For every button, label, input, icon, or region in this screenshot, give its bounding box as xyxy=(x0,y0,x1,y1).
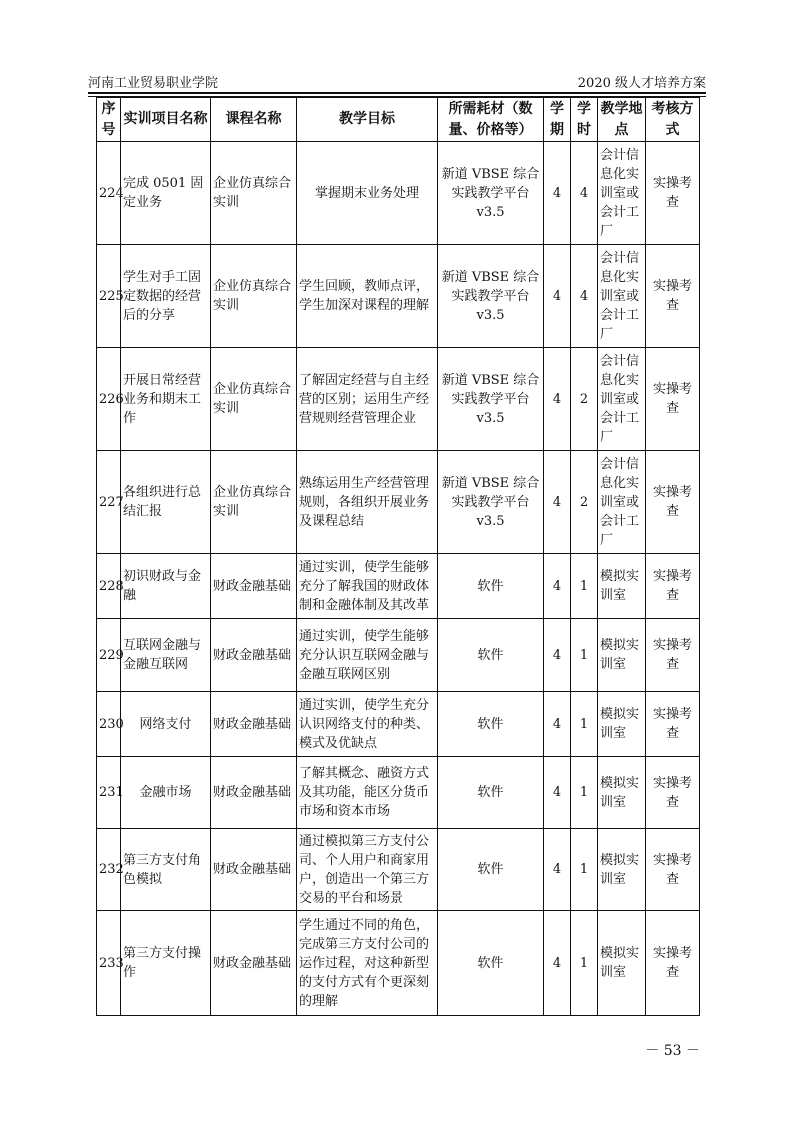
cell-num: 229 xyxy=(97,619,121,692)
cell-location: 会计信息化实训室或会计工厂 xyxy=(598,245,646,348)
cell-num: 232 xyxy=(97,829,121,911)
cell-exam: 实操考查 xyxy=(646,692,700,757)
training-table xyxy=(96,97,700,1016)
page-header xyxy=(88,68,706,92)
cell-goal: 掌握期末业务处理 xyxy=(297,142,438,245)
cell-name: 金融市场 xyxy=(121,757,211,829)
document-title: 2020 级人才培养方案 xyxy=(577,76,706,91)
table-row xyxy=(97,692,700,757)
cell-exam: 实操考查 xyxy=(646,619,700,692)
cell-semester: 4 xyxy=(544,757,571,829)
table-row xyxy=(97,554,700,619)
cell-num: 227 xyxy=(97,451,121,554)
cell-course: 企业仿真综合实训 xyxy=(211,451,297,554)
cell-name: 开展日常经营业务和期末工作 xyxy=(121,348,211,451)
cell-name: 网络支付 xyxy=(121,692,211,757)
cell-location: 模拟实训室 xyxy=(598,757,646,829)
cell-num: 230 xyxy=(97,692,121,757)
col-header-exam: 考核方式 xyxy=(646,98,700,142)
cell-exam: 实操考查 xyxy=(646,348,700,451)
cell-exam: 实操考查 xyxy=(646,554,700,619)
cell-num: 224 xyxy=(97,142,121,245)
cell-name: 第三方支付操作 xyxy=(121,911,211,1016)
cell-hours: 1 xyxy=(571,692,598,757)
cell-course: 财政金融基础 xyxy=(211,554,297,619)
cell-materials: 软件 xyxy=(438,911,544,1016)
cell-location: 模拟实训室 xyxy=(598,554,646,619)
col-header-semester: 学期 xyxy=(544,98,571,142)
cell-course: 企业仿真综合实训 xyxy=(211,245,297,348)
header-rule-thick xyxy=(88,92,706,94)
table-row xyxy=(97,245,700,348)
cell-name: 学生对手工固定数据的经营后的分享 xyxy=(121,245,211,348)
cell-course: 企业仿真综合实训 xyxy=(211,348,297,451)
table-row xyxy=(97,829,700,911)
cell-name: 各组织进行总结汇报 xyxy=(121,451,211,554)
cell-goal: 通过实训，使学生能够充分了解我国的财政体制和金融体制及其改革 xyxy=(297,554,438,619)
cell-course: 财政金融基础 xyxy=(211,829,297,911)
cell-hours: 1 xyxy=(571,829,598,911)
table-row xyxy=(97,142,700,245)
cell-semester: 4 xyxy=(544,911,571,1016)
cell-location: 会计信息化实训室或会计工厂 xyxy=(598,348,646,451)
table-row xyxy=(97,451,700,554)
cell-goal: 了解其概念、融资方式及其功能，能区分货币市场和资本市场 xyxy=(297,757,438,829)
col-header-materials: 所需耗材（数量、价格等） xyxy=(438,98,544,142)
cell-goal: 学生通过不同的角色，完成第三方支付公司的运作过程，对这种新型的支付方式有个更深刻的理解 xyxy=(297,911,438,1016)
cell-materials: 新道 VBSE 综合实践教学平台 v3.5 xyxy=(438,142,544,245)
cell-hours: 4 xyxy=(571,245,598,348)
col-header-course: 课程名称 xyxy=(211,98,297,142)
col-header-num: 序号 xyxy=(97,98,121,142)
cell-semester: 4 xyxy=(544,245,571,348)
table-header-row xyxy=(97,98,700,142)
cell-semester: 4 xyxy=(544,554,571,619)
col-header-name: 实训项目名称 xyxy=(121,98,211,142)
col-header-location: 教学地点 xyxy=(598,98,646,142)
cell-hours: 2 xyxy=(571,348,598,451)
cell-materials: 软件 xyxy=(438,619,544,692)
cell-hours: 1 xyxy=(571,911,598,1016)
cell-semester: 4 xyxy=(544,142,571,245)
cell-materials: 新道 VBSE 综合实践教学平台 v3.5 xyxy=(438,451,544,554)
cell-exam: 实操考查 xyxy=(646,451,700,554)
table-row xyxy=(97,348,700,451)
cell-location: 模拟实训室 xyxy=(598,619,646,692)
cell-materials: 软件 xyxy=(438,757,544,829)
cell-exam: 实操考查 xyxy=(646,757,700,829)
col-header-hours: 学时 xyxy=(571,98,598,142)
cell-exam: 实操考查 xyxy=(646,829,700,911)
cell-hours: 1 xyxy=(571,619,598,692)
cell-materials: 新道 VBSE 综合实践教学平台 v3.5 xyxy=(438,245,544,348)
cell-goal: 学生回顾，教师点评，学生加深对课程的理解 xyxy=(297,245,438,348)
cell-materials: 软件 xyxy=(438,554,544,619)
page-number: － 53 － xyxy=(645,1043,700,1059)
cell-name: 互联网金融与金融互联网 xyxy=(121,619,211,692)
cell-materials: 新道 VBSE 综合实践教学平台 v3.5 xyxy=(438,348,544,451)
cell-location: 会计信息化实训室或会计工厂 xyxy=(598,142,646,245)
cell-semester: 4 xyxy=(544,348,571,451)
cell-num: 231 xyxy=(97,757,121,829)
cell-goal: 通过模拟第三方支付公司、个人用户和商家用户，创造出一个第三方交易的平台和场景 xyxy=(297,829,438,911)
cell-hours: 4 xyxy=(571,142,598,245)
cell-semester: 4 xyxy=(544,692,571,757)
cell-exam: 实操考查 xyxy=(646,245,700,348)
cell-course: 财政金融基础 xyxy=(211,911,297,1016)
cell-num: 233 xyxy=(97,911,121,1016)
cell-course: 企业仿真综合实训 xyxy=(211,142,297,245)
table-row xyxy=(97,911,700,1016)
cell-course: 财政金融基础 xyxy=(211,757,297,829)
cell-goal: 通过实训，使学生能够充分认识互联网金融与金融互联网区别 xyxy=(297,619,438,692)
school-name: 河南工业贸易职业学院 xyxy=(88,76,219,91)
cell-hours: 1 xyxy=(571,757,598,829)
cell-semester: 4 xyxy=(544,451,571,554)
cell-exam: 实操考查 xyxy=(646,142,700,245)
cell-location: 会计信息化实训室或会计工厂 xyxy=(598,451,646,554)
cell-goal: 了解固定经营与自主经营的区别；运用生产经营规则经营管理企业 xyxy=(297,348,438,451)
cell-materials: 软件 xyxy=(438,829,544,911)
cell-name: 第三方支付角色模拟 xyxy=(121,829,211,911)
cell-location: 模拟实训室 xyxy=(598,829,646,911)
cell-name: 初识财政与金融 xyxy=(121,554,211,619)
cell-course: 财政金融基础 xyxy=(211,692,297,757)
table-row xyxy=(97,757,700,829)
table-row xyxy=(97,619,700,692)
cell-location: 模拟实训室 xyxy=(598,692,646,757)
cell-exam: 实操考查 xyxy=(646,911,700,1016)
cell-hours: 1 xyxy=(571,554,598,619)
cell-course: 财政金融基础 xyxy=(211,619,297,692)
cell-semester: 4 xyxy=(544,619,571,692)
cell-goal: 通过实训，使学生充分认识网络支付的种类、模式及优缺点 xyxy=(297,692,438,757)
cell-num: 228 xyxy=(97,554,121,619)
cell-goal: 熟练运用生产经营管理规则，各组织开展业务及课程总结 xyxy=(297,451,438,554)
cell-materials: 软件 xyxy=(438,692,544,757)
cell-location: 模拟实训室 xyxy=(598,911,646,1016)
cell-num: 226 xyxy=(97,348,121,451)
cell-num: 225 xyxy=(97,245,121,348)
cell-hours: 2 xyxy=(571,451,598,554)
cell-semester: 4 xyxy=(544,829,571,911)
cell-name: 完成 0501 固定业务 xyxy=(121,142,211,245)
col-header-goal: 教学目标 xyxy=(297,98,438,142)
